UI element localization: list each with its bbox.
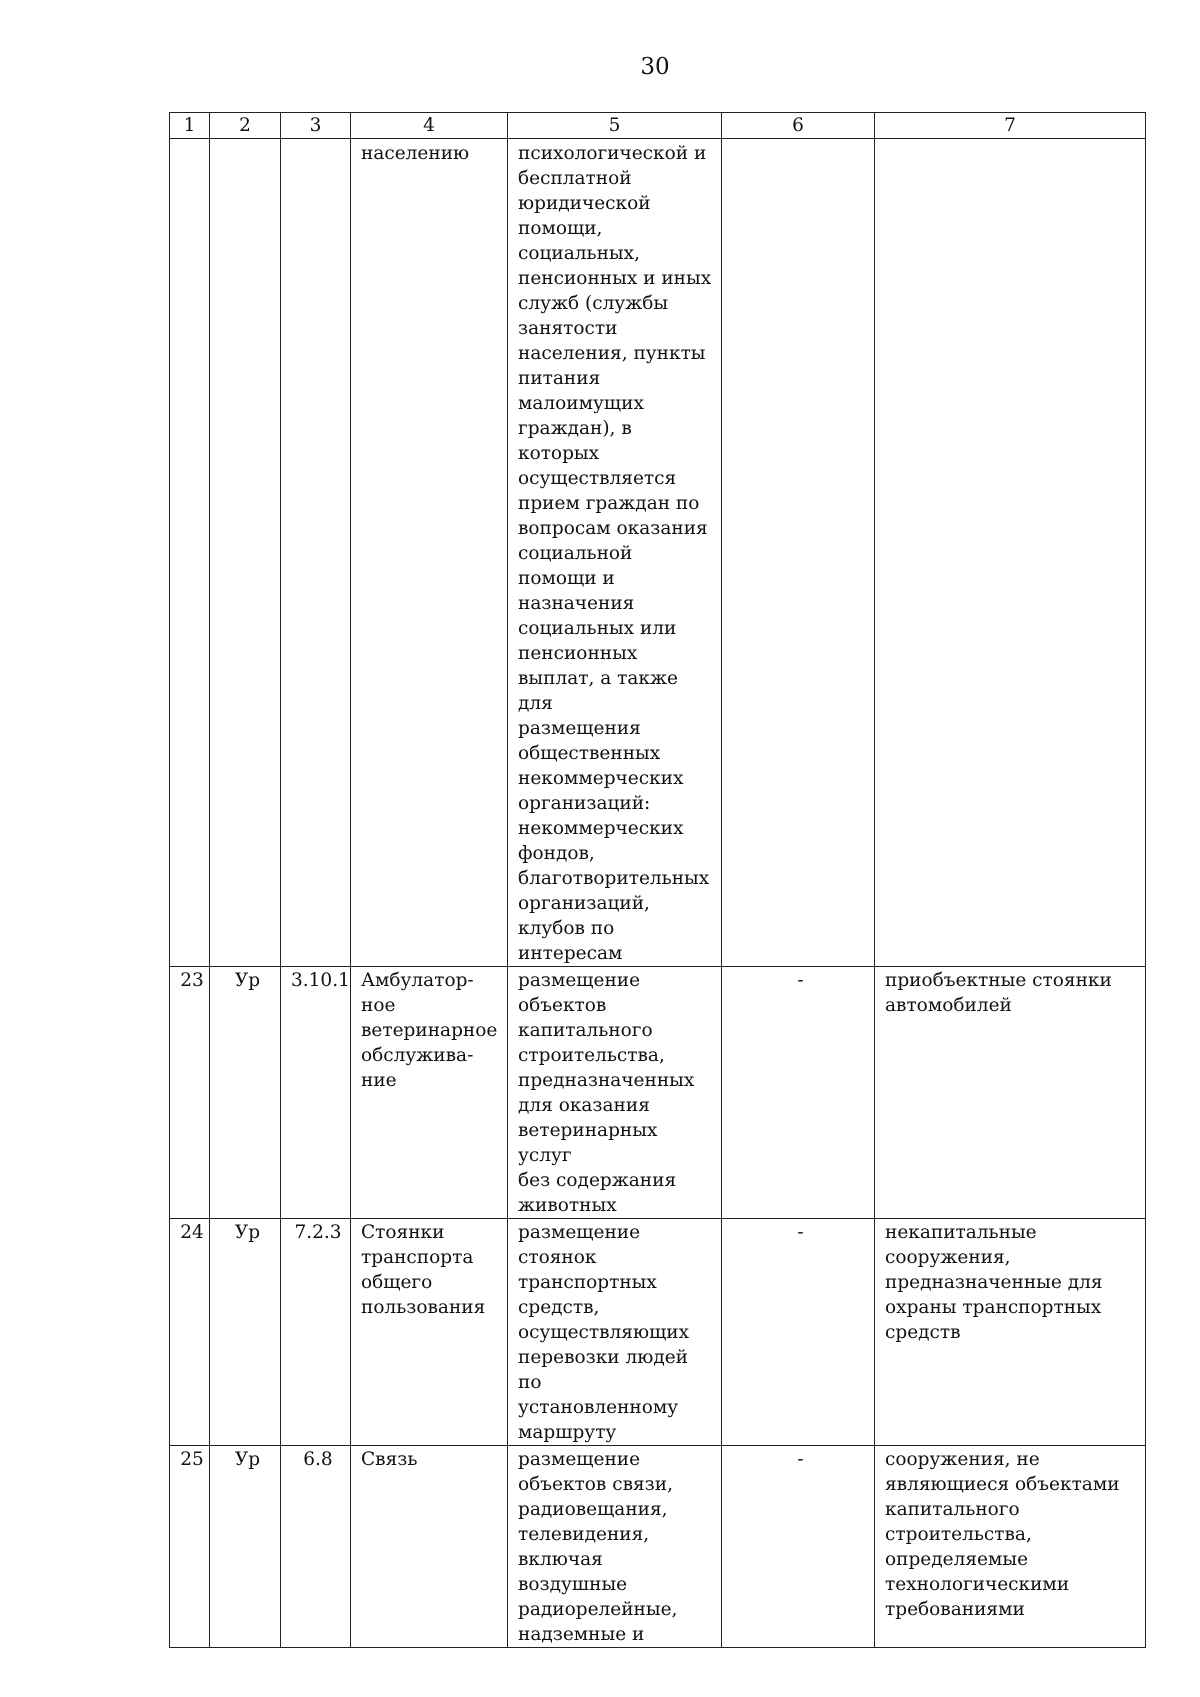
column-number-row [170,113,1146,139]
column-header-6: 6 [722,113,875,139]
table-row [170,967,1146,1219]
cell-auxiliary [875,139,1146,967]
cell-num [170,139,210,967]
table-row [170,1446,1146,1648]
cell-name: населению [351,139,508,967]
table-row-continuation [170,139,1146,967]
cell-name: Стоянки транспорта общего пользования [351,1219,508,1446]
cell-dash: - [722,1219,875,1446]
cell-description: размещение стоянок транспортных средств, осуществляющих перевозки людей по установленному маршруту [508,1219,722,1446]
cell-code: 6.8 [281,1446,351,1648]
regulations-table [169,112,1146,1648]
column-header-5: 5 [508,113,722,139]
cell-description: размещение объектов капитального строительства, предназначенных для оказания ветеринарных услуг без содержания животных [508,967,722,1219]
column-header-3: 3 [281,113,351,139]
cell-zone [210,139,281,967]
column-header-2: 2 [210,113,281,139]
cell-num: 25 [170,1446,210,1648]
cell-code [281,139,351,967]
cell-code: 7.2.3 [281,1219,351,1446]
column-header-1: 1 [170,113,210,139]
table-row [170,1219,1146,1446]
cell-name: Связь [351,1446,508,1648]
cell-name: Амбулатор- ное ветеринарное обслужива- ние [351,967,508,1219]
cell-auxiliary: сооружения, не являющиеся объектами капитального строительства, определяемые технологическими требованиями [875,1446,1146,1648]
cell-zone: Ур [210,967,281,1219]
cell-zone: Ур [210,1446,281,1648]
cell-zone: Ур [210,1219,281,1446]
cell-description: психологической и бесплатной юридической помощи, социальных, пенсионных и иных служб (службы занятости населения, пункты питания малоимущих граждан), в которых осуществляется прием граждан по вопросам оказания социальной помощи и назначения социальных или пенсионных выплат, а также для размещения общественных некоммерческих организаций: некоммерческих фондов, благотворительных организаций, клубов по интересам [508,139,722,967]
cell-description: размещение объектов связи, радиовещания, телевидения, включая воздушные радиорелейные, надземные и [508,1446,722,1648]
cell-num: 24 [170,1219,210,1446]
column-header-7: 7 [875,113,1146,139]
cell-auxiliary: приобъектные стоянки автомобилей [875,967,1146,1219]
cell-auxiliary: некапитальные сооружения, предназначенные для охраны транспортных средств [875,1219,1146,1446]
cell-dash: - [722,1446,875,1648]
cell-dash [722,139,875,967]
cell-code: 3.10.1 [281,967,351,1219]
column-header-4: 4 [351,113,508,139]
cell-num: 23 [170,967,210,1219]
page-number: 30 [640,54,670,80]
cell-dash: - [722,967,875,1219]
